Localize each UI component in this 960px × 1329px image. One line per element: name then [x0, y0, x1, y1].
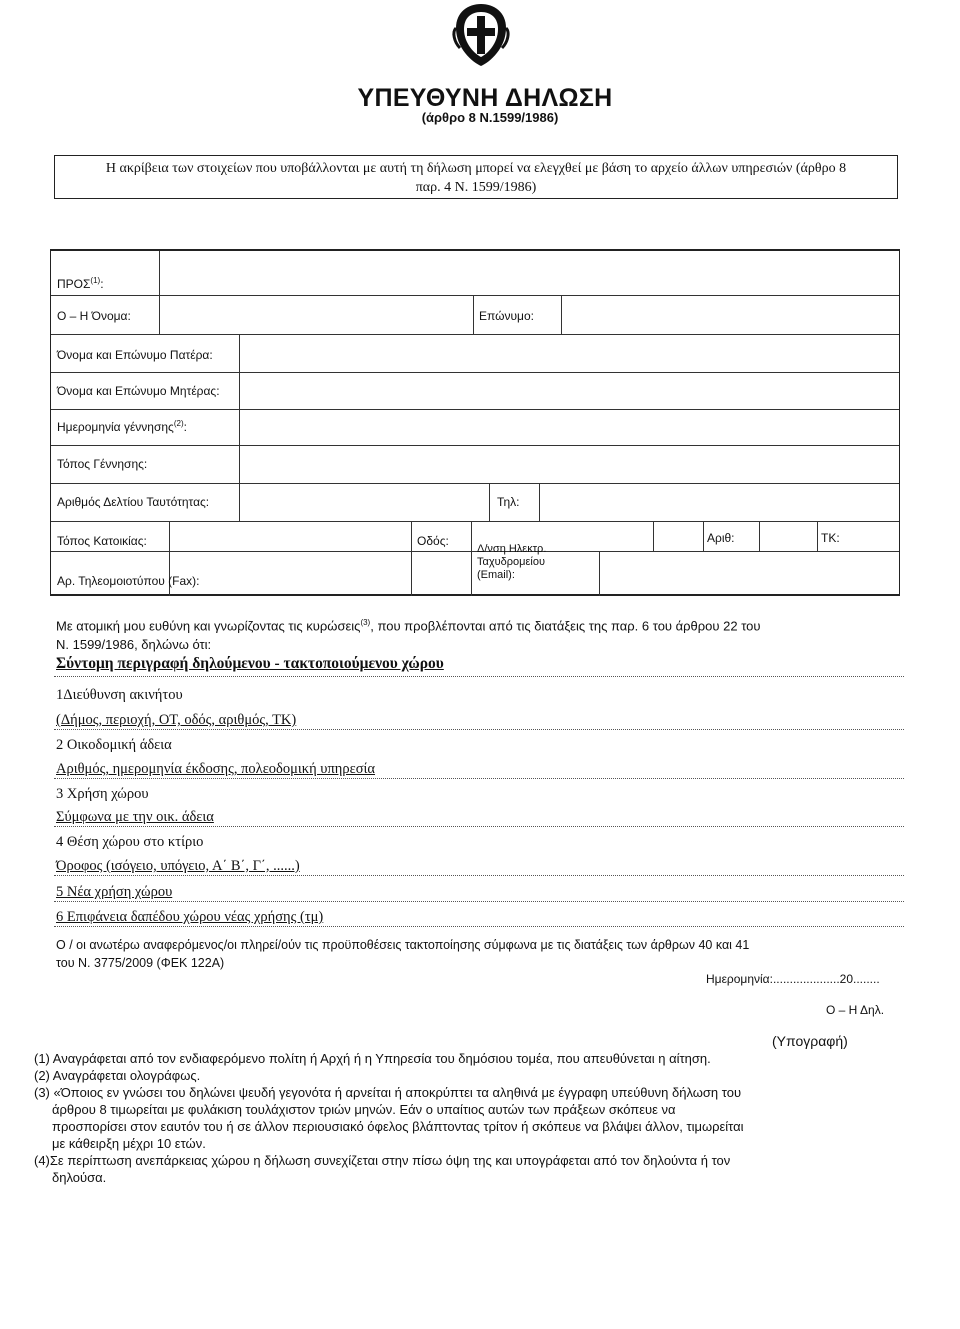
postcode-label: ΤΚ: [821, 531, 840, 545]
form-col-divider [239, 483, 240, 521]
footnote-3-cont: άρθρου 8 τιμωρείται με φυλάκιση τουλάχιστον τριών μηνών. Εάν ο υπαίτιος αυτών των πράξεων σκόπευε να [52, 1102, 676, 1117]
dotted-line [54, 875, 904, 876]
form-col-divider [471, 521, 472, 596]
birthdate-label: Ημερομηνία γέννησης$^{(2)}$: [57, 419, 187, 434]
dotted-line [54, 901, 904, 902]
dotted-line [54, 729, 904, 730]
form-row-divider [51, 483, 899, 484]
item-6-area: 6 Επιφάνεια δαπέδου χώρου νέας χρήσης (τμ) [56, 909, 324, 925]
description-heading: Σύντομη περιγραφή δηλούμενου - τακτοποιούμενου χώρου [56, 655, 444, 672]
item-5-new-use: 5 Νέα χρήση χώρου [56, 884, 173, 900]
personal-details-form [50, 249, 900, 596]
first-name-label: Ο – Η Όνομα: [57, 309, 131, 323]
date-field: Ημερομηνία:....................20........ [706, 972, 880, 986]
birthplace-label: Τόπος Γέννησης: [57, 457, 148, 471]
form-row-divider [51, 551, 899, 552]
form-col-divider [473, 295, 474, 334]
footnote-3: (3) «Όποιος εν γνώσει του δηλώνει ψευδή γεγονότα ή αρνείται ή αποκρύπτει τα αληθινά με έγγραφη υπεύθυνη δήλωση του [34, 1085, 742, 1100]
footnotes [34, 1050, 894, 1186]
form-row-divider [51, 372, 899, 373]
dotted-line [54, 778, 904, 779]
form-col-divider [653, 521, 654, 551]
conditions-statement: Ο / οι ανωτέρω αναφερόμενος/οι πληρεί/ούν τις προϋποθέσεις τακτοποίησης σύμφωνα με τις διατάξεις των άρθρων 40 και 41 του Ν. 3775/2009 (ΦΕΚ 122Α) [56, 938, 750, 970]
form-col-divider [239, 445, 240, 483]
id-number-label: Αριθμός Δελτίου Ταυτότητας: [57, 495, 210, 509]
form-col-divider [561, 295, 562, 334]
dotted-line [54, 926, 904, 927]
item-2-details: Αριθμός, ημερομηνία έκδοσης, πολεοδομική υπηρεσία [56, 761, 376, 777]
document-title: ΥΠΕΥΘΥΝΗ ΔΗΛΩΣΗ [357, 84, 613, 112]
document-subtitle: (άρθρο 8 Ν.1599/1986) [421, 110, 559, 125]
email-label: Δ/νση Ηλεκτρ. Ταχυδρομείου (Email): [477, 543, 547, 581]
greek-coat-of-arms-icon [450, 2, 512, 68]
footnote-4-cont: δηλούσα. [52, 1170, 107, 1185]
date-label: Ημερομηνία: [706, 972, 773, 986]
form-col-divider [159, 251, 160, 295]
form-col-divider [239, 409, 240, 445]
form-col-divider [489, 483, 490, 521]
item-4-details: Όροφος (ισόγειο, υπόγειο, Α΄ Β΄, Γ΄, ......) [56, 858, 300, 874]
fax-label: Αρ. Τηλεομοιοτύπου (Fax): [57, 574, 200, 588]
form-col-divider [159, 295, 160, 334]
father-name-label: Όνομα και Επώνυμο Πατέρα: [57, 348, 213, 362]
footnote-2: (2) Αναγράφεται ολογράφως. [34, 1068, 201, 1083]
declarant-label: Ο – Η Δηλ. [826, 1003, 885, 1017]
footnote-4: (4)Σε περίπτωση ανεπάρκειας χώρου η δήλωση συνεχίζεται στην πίσω όψη της και υπογράφεται από τον δηλούντα ή τον [34, 1153, 731, 1168]
item-4-location: 4 Θέση χώρου στο κτίριο [56, 834, 204, 850]
accuracy-notice [54, 155, 898, 199]
form-row-divider [51, 334, 899, 335]
declaration-intro: Με ατομική μου ευθύνη και γνωρίζοντας τις κυρώσεις$^{(3)}$, που προβλέπονται από τις διατάξεις της παρ. 6 του άρθρου 22 του Ν. 1599/1986, δηλώνω ότι: [56, 618, 761, 653]
form-col-divider [411, 521, 412, 596]
form-col-divider [703, 521, 704, 551]
item-2-permit: 2 Οικοδομική άδεια [56, 737, 172, 753]
item-3-use: 3 Χρήση χώρου [56, 786, 149, 802]
form-row-divider [51, 445, 899, 446]
number-label: Αριθ: [707, 531, 735, 545]
item-3-details: Σύμφωνα με την οικ. άδεια [56, 809, 214, 825]
street-label: Οδός: [417, 534, 449, 548]
form-col-divider [599, 551, 600, 596]
notice-line-2: παρ. 4 Ν. 1599/1986) [415, 180, 537, 195]
form-row-divider [51, 409, 899, 410]
dotted-line [54, 676, 904, 677]
footnote-1: (1) Αναγράφεται από τον ενδιαφερόμενο πολίτη ή Αρχή ή η Υπηρεσία του δημόσιου τομέα, που απευθύνεται η αίτηση. [34, 1051, 711, 1066]
surname-label: Επώνυμο: [479, 309, 534, 323]
item-1-details: (Δήμος, περιοχή, ΟΤ, οδός, αριθμός, ΤΚ) [56, 712, 297, 728]
form-col-divider [759, 521, 760, 551]
footnote-3-cont: προσπορίσει στον εαυτόν του ή σε άλλον περιουσιακό όφελος βλάπτοντας τρίτον ή σκόπευε να βλάψει άλλον, τιμωρείται [52, 1119, 744, 1134]
mother-name-label: Όνομα και Επώνυμο Μητέρας: [57, 384, 220, 398]
form-row-divider [51, 295, 899, 296]
dotted-line [54, 826, 904, 827]
notice-line-1: Η ακρίβεια των στοιχείων που υποβάλλονται με αυτή τη δήλωση μπορεί να ελεγχθεί με βάση το αρχείο άλλων υπηρεσιών (άρθρο 8 [105, 161, 847, 176]
recipient-label: ΠΡΟΣ$^{(1)}$: [57, 276, 104, 291]
phone-label: Τηλ: [497, 495, 520, 509]
form-col-divider [239, 334, 240, 372]
signature-label: (Υπογραφή) [772, 1033, 848, 1049]
form-row-divider [51, 521, 899, 522]
residence-label: Τόπος Κατοικίας: [57, 534, 147, 548]
form-col-divider [817, 521, 818, 551]
form-col-divider [239, 372, 240, 409]
form-col-divider [539, 483, 540, 521]
item-1-address: 1Διεύθυνση ακινήτου [56, 687, 183, 703]
footnote-3-cont: με κάθειρξη μέχρι 10 ετών. [52, 1136, 206, 1151]
